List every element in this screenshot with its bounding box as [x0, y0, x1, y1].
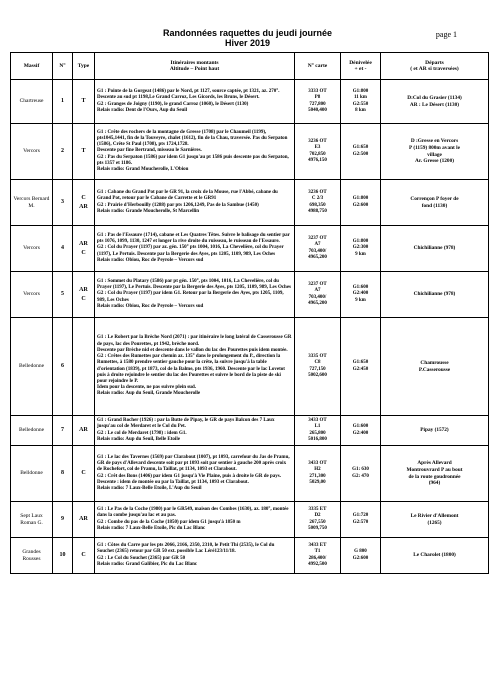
- departure-cell: [381, 180, 489, 226]
- map-reference-cell: [295, 502, 341, 538]
- table-row: [11, 80, 489, 124]
- elevation-line: 9 km: [355, 297, 366, 303]
- elevation-line: G1:650: [352, 360, 369, 366]
- table-row: [11, 272, 489, 318]
- document-subtitle: Hiver 2019: [224, 38, 271, 48]
- departure-line: fond (1130): [421, 202, 448, 209]
- map-reference-line: 5009,750: [308, 525, 327, 531]
- massif-name: Belldonne: [20, 470, 43, 477]
- itinerary-cell: [95, 272, 295, 318]
- map-reference-line: 4988,750: [308, 208, 327, 214]
- hike-type: C: [81, 250, 86, 256]
- itinerary-text: Descente par Brèche nid et descente dans le vallon du lac des Pourettes puis idem montée.: [97, 347, 288, 353]
- elevation-line: G1:800: [352, 196, 369, 202]
- map-reference-line: 703,400/: [308, 294, 327, 300]
- itinerary-cell: [95, 226, 295, 272]
- departure-line: Pipay (1572): [420, 427, 449, 434]
- hike-type-cell: [73, 318, 95, 416]
- hike-number-cell: [53, 416, 73, 446]
- hike-number-cell: [53, 272, 73, 318]
- map-reference-line: 3335 ET: [308, 507, 327, 513]
- massif-name: Grandes Rousses: [22, 548, 41, 562]
- hike-type: C: [81, 194, 86, 201]
- departure-line: (964): [428, 480, 441, 487]
- massif-cell: [11, 538, 53, 574]
- radio-relay-text: Relais radio: 7 Laux-Belle Etoile, Pic du Lac Blanc: [97, 525, 206, 531]
- itinerary-text: G2 : Combe du pas de la Coche (1850) par idem G1 jusqu'à 1850 m: [97, 519, 241, 525]
- elevation-line: G1:800: [352, 239, 369, 245]
- map-reference-cell: [295, 538, 341, 574]
- map-reference-cell: [295, 226, 341, 272]
- itinerary-cell: [95, 124, 295, 180]
- hike-type: T: [81, 148, 86, 155]
- elevation-cell: [341, 180, 381, 226]
- hike-type: T: [81, 98, 86, 105]
- hike-number-cell: [53, 124, 73, 180]
- departure-cell: [381, 318, 489, 416]
- table-row: [11, 502, 489, 538]
- map-reference-cell: [295, 416, 341, 446]
- radio-relay-text: Relais radio: Grande Moucherolle, St Marcellin: [97, 208, 200, 214]
- itinerary-cell: [95, 446, 295, 502]
- itinerary-text: G1 : Crête des rochers de la montagne de Gresse (1708) par le Chaumeil (1199), pts1045,1441, fin de la Touveyre, chalet (1612), fin de la Chau, traversée. Pas du Serpaton (1586), Crête St Paul (1708), pts 1724,1728.: [97, 129, 288, 148]
- map-reference-line: P8: [314, 95, 321, 101]
- hike-type: AR: [79, 240, 88, 247]
- itinerary-cell: [95, 502, 295, 538]
- table-row: [11, 318, 489, 416]
- map-reference-cell: [295, 124, 341, 180]
- itinerary-text: G1 : Pointe de la Gorgeat (1486) par le Nord, pt 1127, source captée, pt 1321, az. 270°. Descente au sud pt 1198,Le Grand Carroz, Les Gicords, les Bruns, le Désert.: [97, 89, 280, 101]
- elevation-line: G2:570: [352, 519, 369, 525]
- hike-type-cell: [73, 538, 95, 574]
- itinerary-text: G1 : Sommet du Platary (1586) par pt gén. 150°, pts 1004, 1016, La Chevelière, col du Prayer (1197), Le Pertuis. Descente par la Bergerie des Ayes, pts 1205, 1109, 989, Les Oches: [97, 278, 291, 291]
- massif-cell: [11, 502, 53, 538]
- hike-type: C: [81, 470, 86, 477]
- page-number: page 1: [435, 30, 457, 39]
- map-reference-line: C 2/3: [311, 196, 324, 202]
- elevation-line: G2: 470: [352, 473, 369, 479]
- elevation-cell: [341, 272, 381, 318]
- elevation-line: G2:600: [352, 202, 369, 208]
- header-elevation: Dénivelée + et -: [341, 53, 381, 80]
- table-row: [11, 416, 489, 446]
- hike-number-cell: [53, 180, 73, 226]
- elevation-line: G2:550: [352, 101, 369, 107]
- itinerary-text: G1 : Le Pas de la Coche (1980) par le GR549, maison des Combes (1630), az. 180°, montée dans la combe jusqu'au lac et au pas.: [97, 507, 289, 519]
- departure-cell: [381, 502, 489, 538]
- map-reference-line: 3433 ET: [308, 543, 327, 549]
- massif-name: Vercors: [23, 245, 40, 252]
- map-reference-cell: [295, 80, 341, 124]
- departure-line: Ar. Gresse (1200): [415, 158, 454, 165]
- table-row: [11, 124, 489, 180]
- elevation-line: G2:450: [352, 366, 369, 372]
- elevation-line: G2:600: [352, 555, 369, 561]
- map-reference-line: 4992,500: [308, 561, 327, 567]
- elevation-cell: [341, 502, 381, 538]
- itinerary-text: G1 : Le lac des Tavernes (1569) par Clarabout (1007), pt 1093, carrefour du Jas de Pramu, GR de pays d'Allevard descente soit par pt 1093 soit par sentier à gauche 200 après croix de Rochefort, col de Pramu, la Taillat, pt 1134, 1093 et Clarabout.: [97, 454, 290, 473]
- itinerary-text: G1 : Côtes du Carre par les pts 2066, 2166, 2350, 2310, le Petit Thi (2535), le Col du Souchet (2365) retour par GR 50 ext. possible Lac Léré123/11/18.: [97, 543, 275, 555]
- elevation-cell: [341, 416, 381, 446]
- massif-name: Vercors: [23, 148, 40, 155]
- map-reference-line: 4976,150: [308, 157, 327, 163]
- hike-number: 3: [61, 199, 64, 206]
- header-type: Type: [73, 53, 95, 80]
- hike-number: 9: [61, 516, 64, 523]
- map-reference-line: 5040,400: [308, 107, 327, 113]
- elevation-line: G2:300: [352, 245, 369, 251]
- massif-name: Chartreuse: [19, 98, 44, 105]
- departure-line: Le Charolet (1800): [413, 552, 456, 559]
- elevation-line: G1:650: [352, 145, 369, 151]
- hike-type-cell: [73, 226, 95, 272]
- radio-relay-text: Relais radio: Obiou, Roc de Peyrole – Vercors sud: [97, 257, 204, 263]
- hike-number-cell: [53, 502, 73, 538]
- radio-relay-text: Relais radio: Dent de l'Ours, Aup du Seuil: [97, 107, 188, 113]
- itinerary-text: G2 : Pas du Serpaton (1586) par idem G1 jusqu'au pt 1586 puis descente pas du Serpaton, pts 1357 et 1186.: [97, 154, 289, 166]
- map-reference-cell: [295, 446, 341, 502]
- hike-number-cell: [53, 446, 73, 502]
- map-reference-line: 265,800: [309, 430, 326, 436]
- table-row: [11, 226, 489, 272]
- massif-cell: [11, 272, 53, 318]
- elevation-line: G1:720: [352, 513, 369, 519]
- elevation-line: G1:800: [352, 89, 369, 95]
- massif-cell: [11, 80, 53, 124]
- map-reference-line: C8: [314, 360, 321, 366]
- elevation-line: G1:600: [352, 285, 369, 291]
- departure-line: Le Rivier d'Allemont: [410, 512, 459, 519]
- hike-type: C: [81, 296, 86, 302]
- map-reference-line: E3: [314, 145, 321, 151]
- hike-number-cell: [53, 318, 73, 416]
- itinerary-text: Descente par fine Bertrand, misseau le Sarnières.: [97, 148, 202, 154]
- map-reference-line: 727,800: [309, 101, 326, 107]
- map-reference-line: 267,550: [309, 519, 326, 525]
- itinerary-text: G1 : Cabane du Grand Pot par le GR 91, la croix de la Mouse, rue l'Abbé, cabane du Grand Pot, retour par le Cabane de Carrette et le GR91: [97, 190, 278, 202]
- departure-line: P (1159) 800m avant le: [409, 144, 460, 151]
- departure-cell: [381, 80, 489, 124]
- radio-relay-text: Relais radio: 7 Laux-Belle Etoile, L'Aup du Seuil: [97, 485, 202, 491]
- elevation-line: G2:400: [352, 291, 369, 297]
- map-reference-line: 703,400/: [308, 248, 327, 254]
- itinerary-cell: [95, 180, 295, 226]
- itinerary-text: G2 : Prairie d'Herbouilly (1288) par pts 1206,1249, Pas de la Sambue (1450): [97, 202, 259, 208]
- map-reference-line: 5016,800: [308, 436, 327, 442]
- itinerary-text: G2 : Le Col du Souchet (2365) par GR 50: [97, 555, 186, 561]
- elevation-line: G2:400: [352, 430, 369, 436]
- header-massif: Massif: [11, 53, 53, 80]
- radio-relay-text: Relais radio: Obiou, Roc de Peyrole – Vercors sud: [97, 303, 204, 309]
- elevation-cell: [341, 318, 381, 416]
- map-reference-line: D2: [314, 513, 321, 519]
- elevation-line: G2:500: [352, 151, 369, 157]
- departure-line: D :Gresse en Vercors: [410, 138, 459, 145]
- map-reference-line: 3237 OT: [308, 236, 327, 242]
- elevation-line: G1: 630: [352, 467, 369, 473]
- departure-line: AR : Le Désert (1130): [409, 101, 460, 108]
- departure-line: Montrouvrard P au bout: [406, 466, 463, 473]
- map-reference-line: L1: [314, 424, 321, 430]
- itinerary-cell: [95, 416, 295, 446]
- departure-cell: [381, 538, 489, 574]
- map-reference-line: 4965,200: [308, 254, 327, 260]
- itinerary-text: G2 : Granges de Joigny (1190), le grand Carroz (1060), le Désert (1130): [97, 101, 249, 107]
- departure-line: village: [427, 151, 442, 158]
- itinerary-text: G2 : Col du Prayer (1197) par az. gén. 150° pts 1004, 1016, La Chevelière, col du Prayer (1197), Le Pertuis. Descente par la Bergerie des Ayes, pts 1205, 1109, 989, Les Oches: [97, 245, 284, 257]
- table-row: [11, 180, 489, 226]
- departure-line: P.Casserousse: [418, 366, 451, 373]
- massif-name: Belledonne: [18, 363, 45, 370]
- map-reference-line: 3236 OT: [308, 139, 327, 145]
- hike-number: 4: [61, 245, 64, 252]
- elevation-line: 9 km: [355, 251, 366, 257]
- map-reference-cell: [295, 180, 341, 226]
- hike-type-cell: [73, 416, 95, 446]
- departure-cell: [381, 124, 489, 180]
- map-reference-line: 4965,200: [308, 300, 327, 306]
- elevation-cell: [341, 226, 381, 272]
- map-reference-line: H2: [314, 467, 321, 473]
- map-reference-line: 3236 OT: [308, 190, 327, 196]
- hike-type: AR: [79, 516, 88, 523]
- hike-number: 1: [61, 98, 64, 105]
- table-header-row: [11, 53, 489, 80]
- header-itinerary: Itinéraires montants Altitude – Point haut: [95, 53, 295, 80]
- elevation-cell: [341, 124, 381, 180]
- hike-type-cell: [73, 124, 95, 180]
- elevation-cell: [341, 446, 381, 502]
- hike-type-cell: [73, 446, 95, 502]
- massif-cell: [11, 124, 53, 180]
- itinerary-text: G2 : Le col de Merdaret (1798) : idem G1.: [97, 430, 187, 436]
- departure-line: Chichilianne (978): [413, 245, 456, 252]
- map-reference-line: A7: [314, 288, 321, 294]
- massif-name: Vercors: [23, 291, 40, 298]
- radio-relay-text: Relais radio: Aup du Seuil, Grande Moucherolle: [97, 391, 201, 397]
- hike-type-cell: [73, 502, 95, 538]
- map-reference-line: 3237 OT: [308, 282, 327, 288]
- hike-number-cell: [53, 226, 73, 272]
- radio-relay-text: Relais radio: Grand Galibier, Pic du Lac Blanc: [97, 561, 198, 567]
- elevation-cell: [341, 538, 381, 574]
- hike-type-cell: [73, 272, 95, 318]
- map-reference-line: T1: [314, 549, 321, 555]
- header-map: N° carte: [295, 53, 341, 80]
- hikes-table: [10, 52, 489, 574]
- elevation-line: 11 km: [354, 95, 367, 101]
- departure-line: D:Col du Grasier (1134): [407, 94, 462, 101]
- radio-relay-text: Relais radio: Aup du Seuil, Belle Etoile: [97, 436, 180, 442]
- elevation-line: G 800: [354, 549, 367, 555]
- map-reference-line: 271,300: [309, 473, 326, 479]
- departure-cell: [381, 416, 489, 446]
- hike-type-cell: [73, 80, 95, 124]
- massif-name: Sept Laux Roman G.: [20, 512, 43, 526]
- departure-cell: [381, 226, 489, 272]
- hike-number-cell: [53, 538, 73, 574]
- hike-number: 6: [61, 363, 64, 370]
- elevation-line: 8 km: [355, 107, 366, 113]
- itinerary-text: G2 : Crêtes des Rumettes par chemin az. 135° dans le prolongement du P., direction la Rumettes, à 1580 prendre sentier gauche pour la crête, la suivre jusqu'à la table d'orientation (1839), pt 1873, col de la Balme, pts 1936, 1960. Descente par le lac Lovetot puis à droite rejoindre le sentier du lac des Pourettes et suivre le bord de la piste de ski pour rejoindre le P.: [97, 354, 285, 384]
- massif-cell: [11, 226, 53, 272]
- elevation-line: G1:600: [352, 424, 369, 430]
- elevation-cell: [341, 80, 381, 124]
- map-reference-line: 3335 OT: [308, 354, 327, 360]
- itinerary-text: G2 : Col du Prayer (1197) par idem G1. Retour par la Bergerie des Ayes, pts 1205, 1109, 989, Les Oches: [97, 291, 284, 303]
- hike-number: 7: [61, 427, 64, 434]
- departure-cell: [381, 446, 489, 502]
- map-reference-cell: [295, 318, 341, 416]
- massif-cell: [11, 416, 53, 446]
- itinerary-text: Idem pour la descente, ne pas suivre plein sud.: [97, 385, 196, 391]
- departure-line: de la route goudronnée: [408, 473, 461, 480]
- itinerary-cell: [95, 80, 295, 124]
- map-reference-line: 698,350: [309, 202, 326, 208]
- departure-line: Après Allevard: [417, 460, 452, 467]
- document-title: Randonnées raquettes du jeudi journée: [162, 28, 333, 38]
- table-row: [11, 446, 489, 502]
- map-reference-line: A7: [314, 242, 321, 248]
- map-reference-line: 727,150: [309, 366, 326, 372]
- itinerary-text: G1 : Grand Rocher (1926) : par la Butte de Pipay, le GR de pays Balcon des 7 Laux jusqu'au col de Merdaret et le Col du Pet.: [97, 418, 275, 430]
- departure-line: Corrençon P foyer de: [410, 195, 459, 202]
- departure-line: Chamrousse: [420, 359, 449, 366]
- hike-type: AR: [79, 204, 88, 210]
- itinerary-cell: [95, 538, 295, 574]
- departure-line: Chichilianne (978): [413, 291, 456, 298]
- hike-number-cell: [53, 80, 73, 124]
- hike-number: 10: [59, 552, 66, 559]
- hike-type: C: [81, 552, 86, 559]
- hike-number: 5: [61, 291, 64, 298]
- map-reference-cell: [295, 272, 341, 318]
- header-departure: Départs ( et AR si traversées): [381, 53, 489, 80]
- hike-type: AR: [79, 286, 88, 293]
- itinerary-cell: [95, 318, 295, 416]
- map-reference-line: 5029,00: [309, 479, 326, 485]
- departure-cell: [381, 272, 489, 318]
- massif-cell: [11, 446, 53, 502]
- map-reference-line: 286,400/: [308, 555, 327, 561]
- table-row: [11, 538, 489, 574]
- hike-type-cell: [73, 180, 95, 226]
- map-reference-line: 3433 OT: [308, 418, 327, 424]
- massif-name: Vercors Bernard M.: [13, 195, 50, 209]
- itinerary-text: G1 : Le Robert par la Brèche Nord (2071) : par itinéraire le long latéral de Casserousse GR de pays, lac des Pourettes, pt 1942, brèche nord.: [97, 335, 292, 347]
- massif-cell: [11, 180, 53, 226]
- hike-number: 2: [61, 148, 64, 155]
- hike-type: AR: [79, 427, 88, 434]
- hike-number: 8: [61, 470, 64, 477]
- radio-relay-text: Relais radio: Grand Moucherolle, L'Obiou: [97, 167, 189, 172]
- itinerary-text: G1 : Pas de l'Essaure (1714), cabane et Les Quatres Têtes. Suivre le balisage du sentier par pts 1076, 1099, 1130, 1247 et longer la rive droite du ruisseau, le ruisseau de l'Essaure.: [97, 232, 290, 245]
- map-reference-line: 5002,600: [308, 372, 327, 378]
- map-reference-line: 3433 OT: [308, 461, 327, 467]
- map-reference-line: 702,850: [309, 151, 326, 157]
- header-number: N°: [53, 53, 73, 80]
- massif-name: Belledonne: [18, 427, 45, 434]
- departure-line: (1265): [427, 519, 442, 526]
- massif-cell: [11, 318, 53, 416]
- map-reference-line: 3333 OT: [308, 89, 327, 95]
- itinerary-text: G2 : Crêt des Bons (1406) par idem G1 jusqu'à Vie Plaine, puis à droite le GR de pays. Descente : idem de montée ou par la Taillat, pt 1134, 1093 et Clarabout.: [97, 473, 281, 485]
